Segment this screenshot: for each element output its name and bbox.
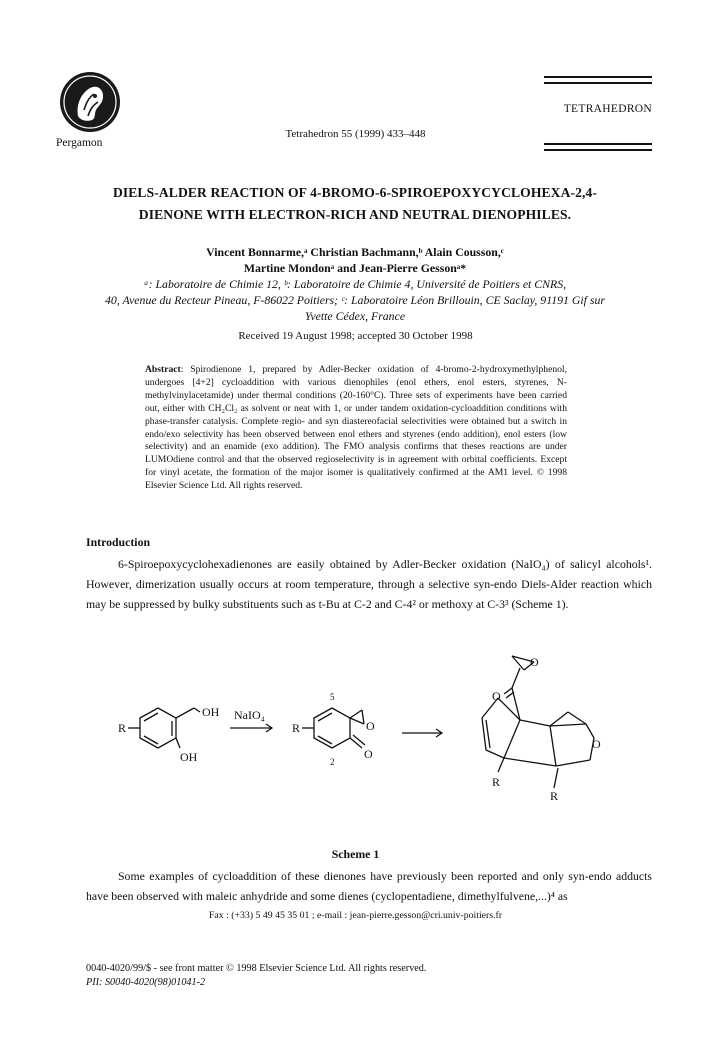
section-heading: Introduction	[86, 535, 151, 549]
dimer-substituent-r: R	[550, 789, 559, 803]
received-dates: Received 19 August 1998; accepted 30 October 1998	[238, 330, 473, 342]
dimer-ketone-oxygen: O	[492, 689, 501, 703]
salicyl-alcohol-structure	[128, 708, 200, 748]
author-list: Vincent Bonnarme,ᵃ Christian Bachmann,ᵇ Alain Cousson,ᶜ Martine Mondonᵃ and Jean-Pierre Gessonᵃ*	[206, 245, 504, 275]
dimer-structure	[482, 656, 594, 788]
copyright-footer: 0040-4020/99/$ - see front matter © 1998 Elsevier Science Ltd. All rights reserved. PII: S0040-4020(98)01041-2	[86, 963, 427, 988]
substituent-r: R	[292, 721, 301, 735]
epoxide-oxygen: O	[366, 719, 375, 733]
dimer-epoxide-oxygen: O	[530, 655, 539, 669]
journal-name: TETRAHEDRON	[563, 103, 652, 115]
hydroxymethyl-oh: OH	[202, 705, 220, 719]
abstract-text: : Spirodienone 1, prepared by Adler-Becker oxidation of 4-bromo-2-hydroxymethylphenol, undergoes [4+2] cycloaddition with various dienophiles (enol ethers, enol esters, styrenes, N-methylvinylacetamide) under thermal conditions (20-160°C). Three sets of experiments have been carried out, either with CH₂Cl₂ as solvent or neat with 1, or under tandem oxidation-cycloaddition conditions with phase-transfer catalysis. Complete regio- and syn diastereofacial selectivities were obtained but a switch in endo/exo selectivity has been observed between enol ethers and styrenes (endo addition), enol esters (low selectivity) and an enamide (exo addition). The FMO analysis confirms that theses reactions are under LUMOdiene control and that the observed regioselectivity is in agreement with orbital coefficients. Except for vinyl acetate, the formation of the major isomer is qualitatively confirmed at the AM1 level. © 1998 Elsevier Science Ltd. All rights reserved.	[145, 364, 567, 492]
header-rule	[544, 82, 652, 84]
journal-citation: Tetrahedron 55 (1999) 433–448	[285, 128, 426, 140]
abstract	[145, 364, 567, 493]
position-2-label: 2	[330, 757, 335, 767]
dimer-ketone-oxygen: O	[592, 737, 601, 751]
header-rule	[544, 149, 652, 151]
header-rule	[544, 76, 652, 78]
dimer-substituent-r: R	[492, 775, 501, 789]
intro-paragraph: 6-Spiroepoxycyclohexadienones are easily obtained by Adler-Becker oxidation (NaIO₄) of salicyl alcohols¹. However, dimerization usually occurs at room temperature, through a selective syn-endo Diels-Alder reaction which may be suppressed by bulky substituents such as t-Bu at C-2 and C-4² or methoxy at C-3³ (Scheme 1).	[86, 557, 652, 611]
article-title: DIELS-ALDER REACTION OF 4-BROMO-6-SPIROEPOXYCYCLOHEXA-2,4- DIENONE WITH ELECTRON-RICH AND NEUTRAL DIENOPHILES.	[112, 185, 598, 222]
abstract-label: Abstract	[145, 364, 181, 375]
affiliations: ᵃ: Laboratoire de Chimie 12, ᵇ: Laboratoire de Chimie 4, Université de Poitiers et CNRS, 40, Avenue du Recteur Pineau, F-86022 Poitiers; ᶜ: Laboratoire Léon Brillouin, CE Saclay, 91191 Gif sur Yvette Cédex, France	[105, 277, 605, 323]
reaction-arrow	[230, 724, 272, 732]
publisher-name: Pergamon	[56, 137, 103, 149]
spiroepoxydienone-structure	[302, 708, 365, 748]
header-rule	[544, 143, 652, 145]
substituent-r: R	[118, 721, 127, 735]
reaction-arrow	[402, 729, 442, 737]
scheme-caption: Scheme 1	[331, 847, 380, 861]
scheme-1-diagram	[100, 640, 620, 840]
position-5-label: 5	[330, 692, 335, 702]
ketone-oxygen: O	[364, 747, 373, 761]
pergamon-logo	[58, 70, 122, 134]
phenol-oh: OH	[180, 750, 198, 764]
contact-info: Fax : (+33) 5 49 45 35 01 ; e-mail : jean-pierre.gesson@cri.univ-poitiers.fr	[208, 910, 503, 921]
reagent-label: NaIO₄	[234, 708, 265, 722]
intro-paragraph: Some examples of cycloaddition of these dienones have previously been reported and only syn-endo adducts have been observed with maleic anhydride and some dienes (cyclopentadiene, dimethylfulvene,...)⁴ as	[86, 869, 652, 903]
